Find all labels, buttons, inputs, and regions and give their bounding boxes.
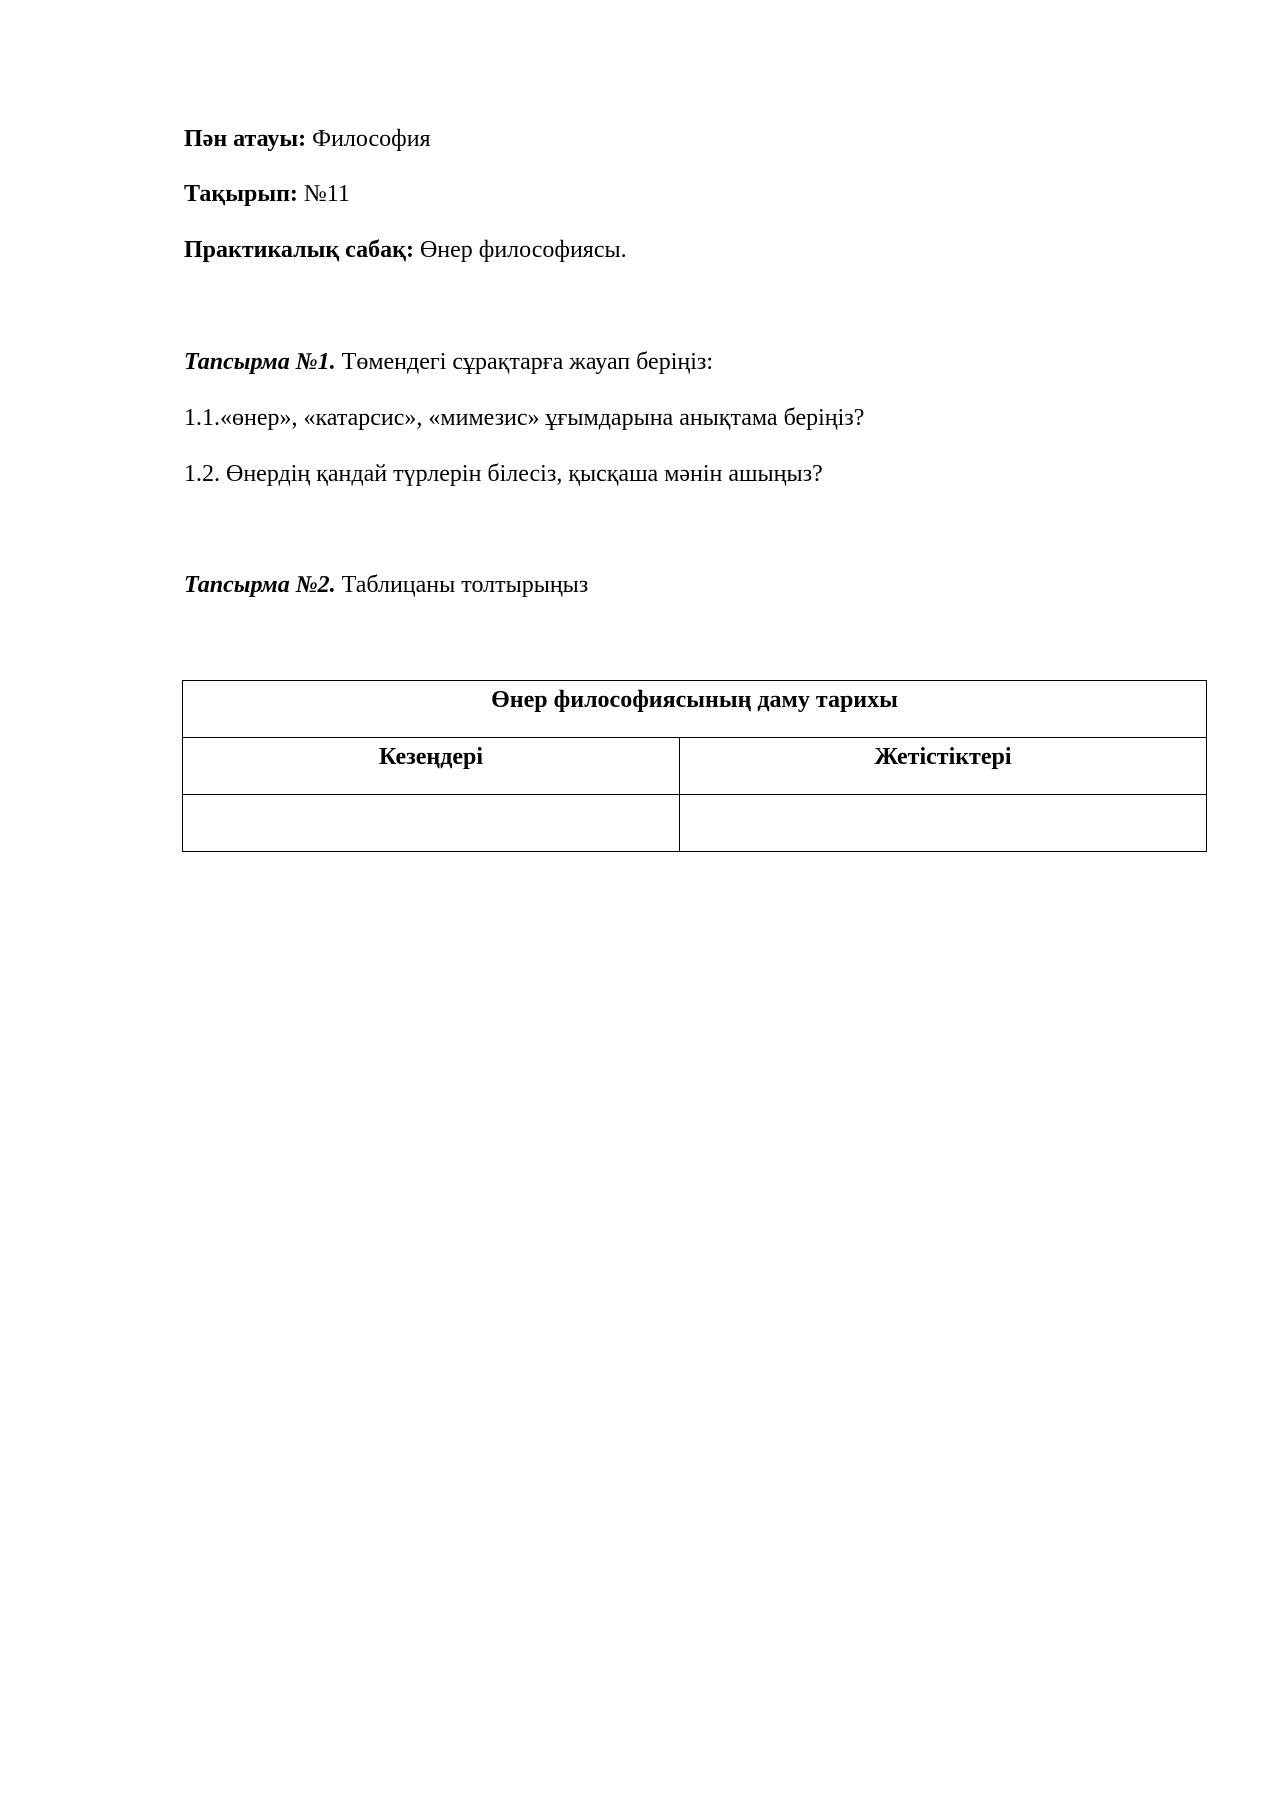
table-title-cell [183,681,1207,738]
task2-label: Тапсырма №2. [184,572,336,598]
table-cell-achievements[interactable] [680,795,1207,852]
column-header-periods-label: Кезеңдері [378,744,484,770]
history-table [182,680,1207,852]
table-row [183,795,1207,852]
column-header-achievements [680,738,1207,795]
table-cell-achievements-value [680,795,1206,799]
task2-heading [184,570,588,600]
topic-line [184,179,350,209]
task1-heading [184,347,713,377]
subject-line [184,124,431,154]
table-header-row [183,738,1207,795]
column-header-periods [183,738,680,795]
practical-label: Практикалық сабақ: [184,237,414,263]
question-1-2: 1.2. Өнердің қандай түрлерін білесіз, қысқаша мәнін ашыңыз? [184,461,823,487]
practical-value: Өнер философиясы. [413,237,627,263]
table-title: Өнер философиясының даму тарихы [491,687,898,713]
column-header-achievements-label: Жетістіктері [874,744,1012,770]
topic-label: Тақырып: [184,181,298,207]
practical-line [184,235,627,265]
subject-value: Философия [306,126,431,152]
table-title-row [183,681,1207,738]
subject-label: Пән атауы: [184,126,307,152]
task1-text: Төмендегі сұрақтарға жауап беріңіз: [335,349,714,375]
task1-label: Тапсырма №1. [184,349,336,375]
topic-value: №11 [297,181,350,207]
table-cell-periods-value [183,795,679,799]
table-cell-periods[interactable] [183,795,680,852]
task2-text: Таблицаны толтырыңыз [335,572,589,598]
question-1-1: 1.1.«өнер», «катарсис», «мимезис» ұғымдарына анықтама беріңіз? [184,405,865,431]
